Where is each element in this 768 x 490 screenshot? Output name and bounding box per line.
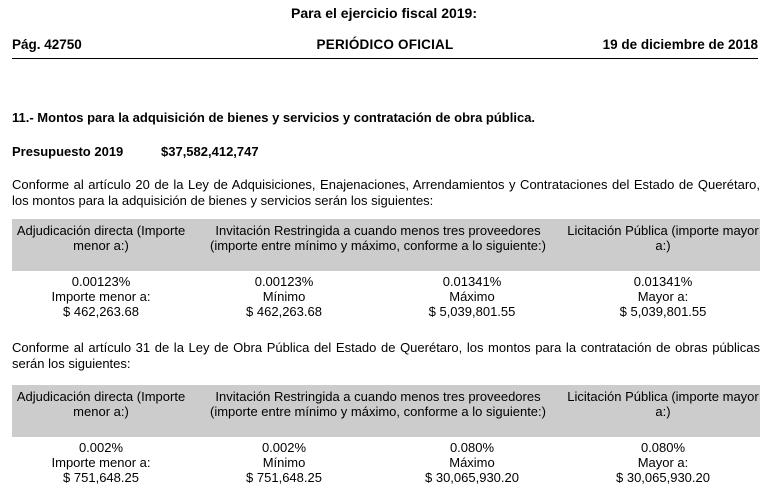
budget-label: Presupuesto 2019 (12, 144, 124, 159)
budget-line (12, 144, 259, 159)
cell-label: Mayor a: (637, 455, 689, 470)
table-cell (12, 274, 190, 319)
cell-percent: 0.002% (261, 440, 307, 455)
cell-amount: $ 462,263.68 (63, 304, 139, 319)
cell-label: Mínimo (262, 289, 306, 304)
table-body-row (12, 271, 760, 319)
cell-percent: 0.01341% (633, 274, 693, 289)
table-header-row (12, 219, 760, 271)
cell-amount: $ 462,263.68 (246, 304, 322, 319)
cell-amount: $ 30,065,930.20 (616, 470, 710, 485)
table-cell (566, 440, 760, 485)
header-divider (12, 58, 758, 59)
budget-amount: $37,582,412,747 (161, 144, 259, 159)
cell-percent: 0.01341% (442, 274, 502, 289)
cell-label: Mayor a: (637, 289, 689, 304)
table-cell (378, 274, 566, 319)
header-public-tender: Licitación Pública (importe mayor a:) (567, 223, 759, 253)
table-header-row (12, 385, 760, 437)
paragraph-public-works: Conforme al artículo 31 de la Ley de Obra Pública del Estado de Querétaro, los montos para la contratación de obras públicas serán los siguientes: (12, 340, 760, 371)
publication-date: 19 de diciembre de 2018 (602, 37, 758, 52)
cell-amount: $ 751,648.25 (246, 470, 322, 485)
cell-label: Máximo (449, 289, 495, 304)
publication-name: PERIÓDICO OFICIAL (316, 37, 454, 52)
paragraph-acquisitions: Conforme al artículo 20 de la Ley de Adquisiciones, Enajenaciones, Arrendamientos y Contrataciones del Estado de Querétaro, los montos para la adquisición de bienes y servicios serán los siguientes: (12, 177, 760, 208)
header-restricted-invitation: Invitación Restringida a cuando menos tres proveedores (importe entre mínimo y máximo, conforme a lo siguiente:) (210, 223, 546, 253)
table-cell (190, 440, 378, 485)
cell-percent: 0.002% (78, 440, 124, 455)
table-body-row (12, 437, 760, 485)
acquisitions-table (12, 219, 760, 319)
page-number: Pág. 42750 (12, 37, 82, 52)
cell-label: Importe menor a: (51, 455, 151, 470)
table-cell (378, 440, 566, 485)
cell-label: Mínimo (262, 455, 306, 470)
table-cell (566, 274, 760, 319)
cell-percent: 0.00123% (254, 274, 314, 289)
table-cell (12, 440, 190, 485)
table-cell (190, 274, 378, 319)
cell-label: Importe menor a: (51, 289, 151, 304)
cell-amount: $ 5,039,801.55 (619, 304, 707, 319)
header-public-tender: Licitación Pública (importe mayor a:) (567, 389, 759, 419)
cell-percent: 0.080% (640, 440, 686, 455)
cell-amount: $ 5,039,801.55 (428, 304, 516, 319)
header-direct-award: Adjudicación directa (Importe menor a:) (16, 389, 186, 419)
header-direct-award: Adjudicación directa (Importe menor a:) (16, 223, 186, 253)
cell-percent: 0.00123% (71, 274, 131, 289)
cell-amount: $ 751,648.25 (63, 470, 139, 485)
cell-amount: $ 30,065,930.20 (425, 470, 519, 485)
header-restricted-invitation: Invitación Restringida a cuando menos tres proveedores (importe entre mínimo y máximo, conforme a lo siguiente:) (210, 389, 546, 419)
page-title: Para el ejercicio fiscal 2019: (290, 5, 477, 21)
public-works-table (12, 385, 760, 485)
cell-percent: 0.080% (449, 440, 495, 455)
section-title: 11.- Montos para la adquisición de bienes y servicios y contratación de obra pública. (12, 110, 536, 125)
cell-label: Máximo (449, 455, 495, 470)
